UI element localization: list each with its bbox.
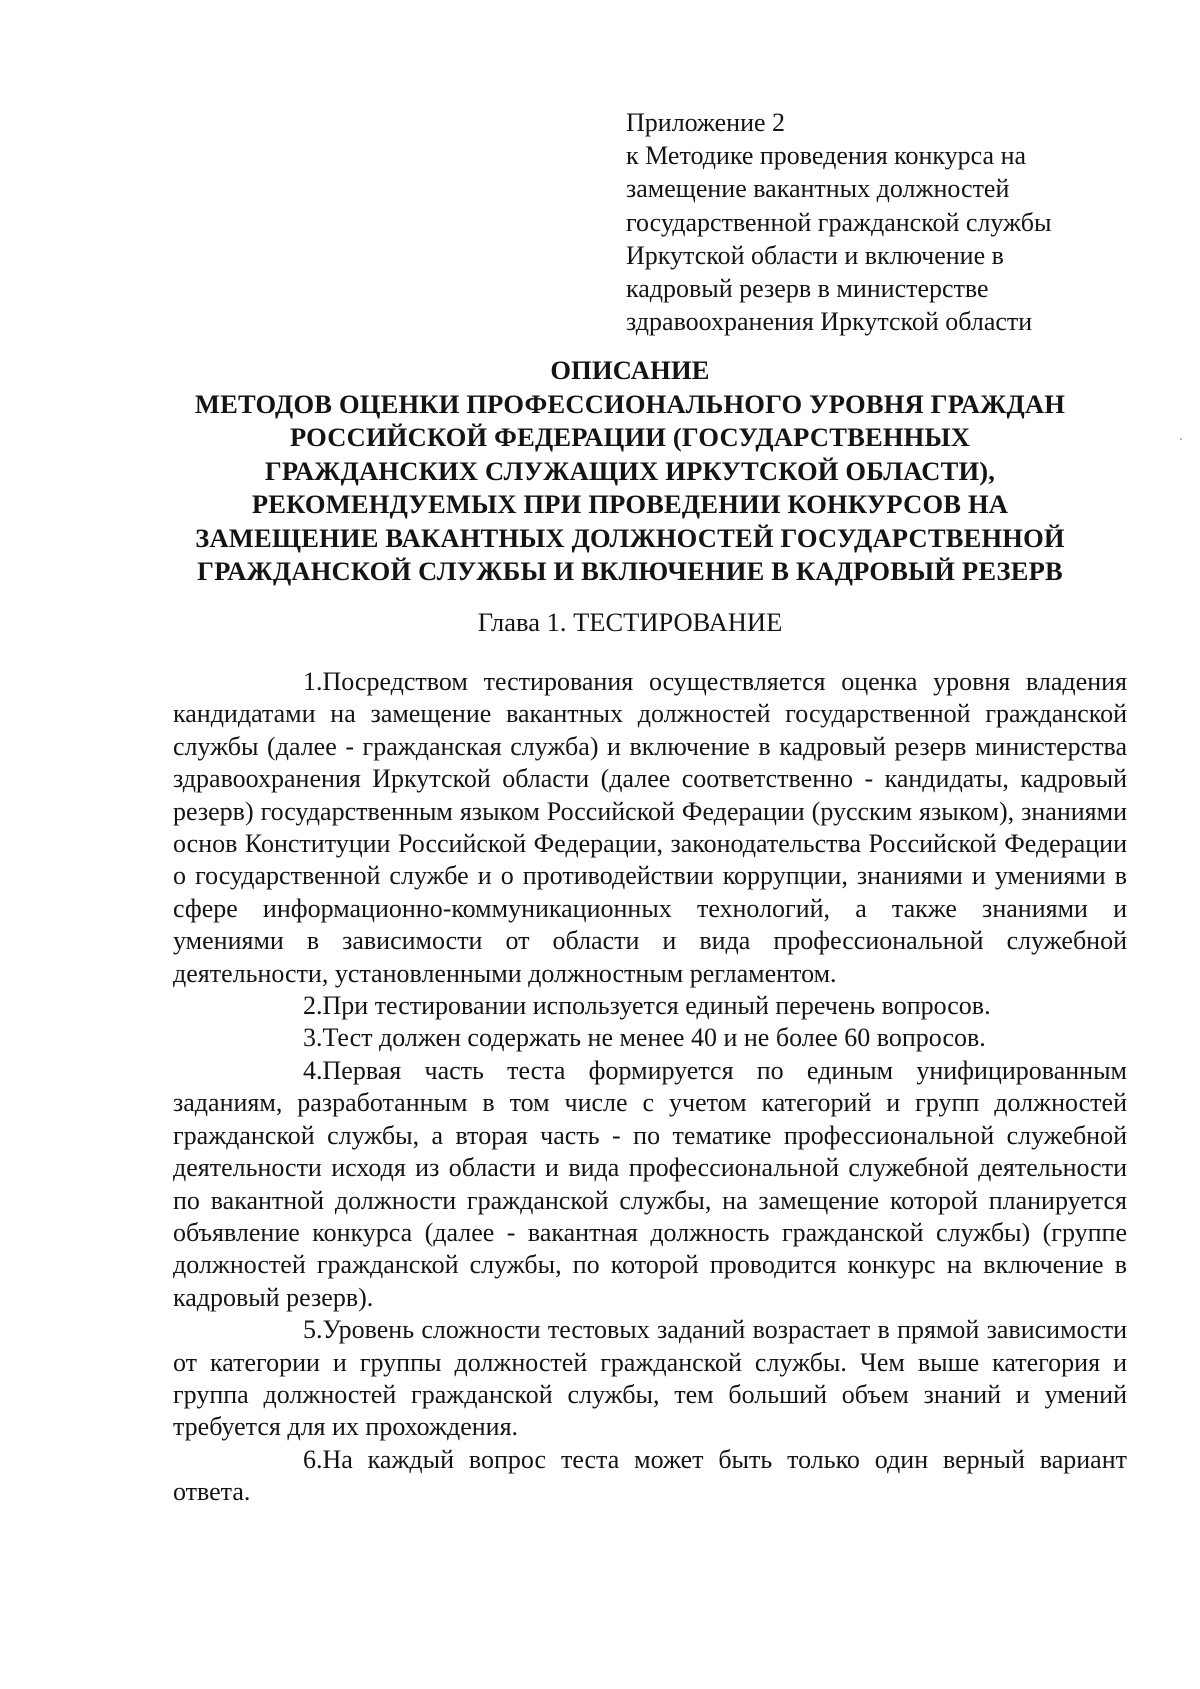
paragraph-1	[173, 666, 1127, 990]
appendix-line: к Методике проведения конкурса на	[626, 141, 1027, 171]
title-line: ЗАМЕЩЕНИЕ ВАКАНТНЫХ ДОЛЖНОСТЕЙ ГОСУДАРСТВЕННОЙ	[195, 522, 1065, 553]
paragraph-number: 1.	[303, 667, 323, 696]
paragraph-text: Первая часть теста формируется по единым унифицированным заданиям, разработанным в том числе с учетом категорий и групп должностей гражданской службы, а вторая часть - по тематике профессиональной служебной деятельности исходя из области и вида профессиональной служебной деятельности по вакантной должности гражданской службы, на замещение которой планируется объявление конкурса (далее - вакантная должность гражданской службы) (группе должностей гражданской службы, по которой проводится конкурс на включение в кадровый резерв).	[173, 1055, 1127, 1312]
paragraph-text: При тестировании используется единый перечень вопросов.	[322, 991, 991, 1021]
scan-speck	[1180, 438, 1182, 440]
paragraph-text: Посредством тестирования осуществляется оценка уровня владения кандидатами на замещение вакантных должностей государственной гражданской службы (далее - гражданская служба) и включение в кадровый резерв министерства здравоохранения Иркутской области (далее соответственно - кандидаты, кадровый резерв) государственным языком Российской Федерации (русским языком), знаниями основ Конституции Российской Федерации, законодательства Российской Федерации о государственной службе и о противодействии коррупции, знаниями и умениями в сфере информационно-коммуникационных технологий, а также знаниями и умениями в зависимости от области и вида профессиональной служебной деятельности, установленными должностным регламентом.	[173, 667, 1127, 988]
paragraph-5	[173, 1314, 1127, 1444]
paragraph-3	[173, 1022, 1127, 1054]
paragraph-number: 2.	[303, 991, 323, 1021]
title-line: ГРАЖДАНСКИХ СЛУЖАЩИХ ИРКУТСКОЙ ОБЛАСТИ),	[264, 455, 996, 486]
appendix-line: кадровый резерв в министерстве	[626, 274, 989, 304]
document-title	[150, 354, 1110, 589]
title-line: РЕКОМЕНДУЕМЫХ ПРИ ПРОВЕДЕНИИ КОНКУРСОВ НА	[251, 489, 1009, 519]
paragraph-number: 3.	[303, 1023, 323, 1053]
appendix-line: здравоохранения Иркутской области	[626, 307, 1033, 337]
chapter-heading: Глава 1. ТЕСТИРОВАНИЕ	[477, 607, 783, 637]
title-line: МЕТОДОВ ОЦЕНКИ ПРОФЕССИОНАЛЬНОГО УРОВНЯ ГРАЖДАН	[194, 388, 1066, 419]
document-body	[173, 666, 1127, 1509]
appendix-line: замещение вакантных должностей	[626, 174, 1010, 204]
paragraph-number: 5.	[303, 1315, 323, 1345]
paragraph-number: 4.	[303, 1055, 323, 1085]
paragraph-number: 6.	[303, 1444, 323, 1474]
paragraph-text: Тест должен содержать не менее 40 и не более 60 вопросов.	[322, 1023, 986, 1053]
appendix-line: Иркутской области и включение в	[626, 240, 1004, 270]
paragraph-text: На каждый вопрос теста может быть только один верный вариант ответа.	[173, 1444, 1127, 1507]
appendix-note	[626, 106, 1146, 338]
title-line: РОССИЙСКОЙ ФЕДЕРАЦИИ (ГОСУДАРСТВЕННЫХ	[289, 422, 971, 452]
title-line: ГРАЖДАНСКОЙ СЛУЖБЫ И ВКЛЮЧЕНИЕ В КАДРОВЫЙ РЕЗЕРВ	[197, 556, 1063, 586]
title-line: ОПИСАНИЕ	[550, 355, 710, 385]
paragraph-text: Уровень сложности тестовых заданий возрастает в прямой зависимости от категории и группы должностей гражданской службы. Чем выше категория и группа должностей гражданской службы, тем больший объем знаний и умений требуется для их прохождения.	[173, 1315, 1127, 1442]
paragraph-4	[173, 1055, 1127, 1314]
appendix-line: государственной гражданской службы	[626, 207, 1052, 237]
paragraph-6	[173, 1444, 1127, 1509]
appendix-line: Приложение 2	[626, 108, 786, 137]
paragraph-2	[173, 990, 1127, 1022]
